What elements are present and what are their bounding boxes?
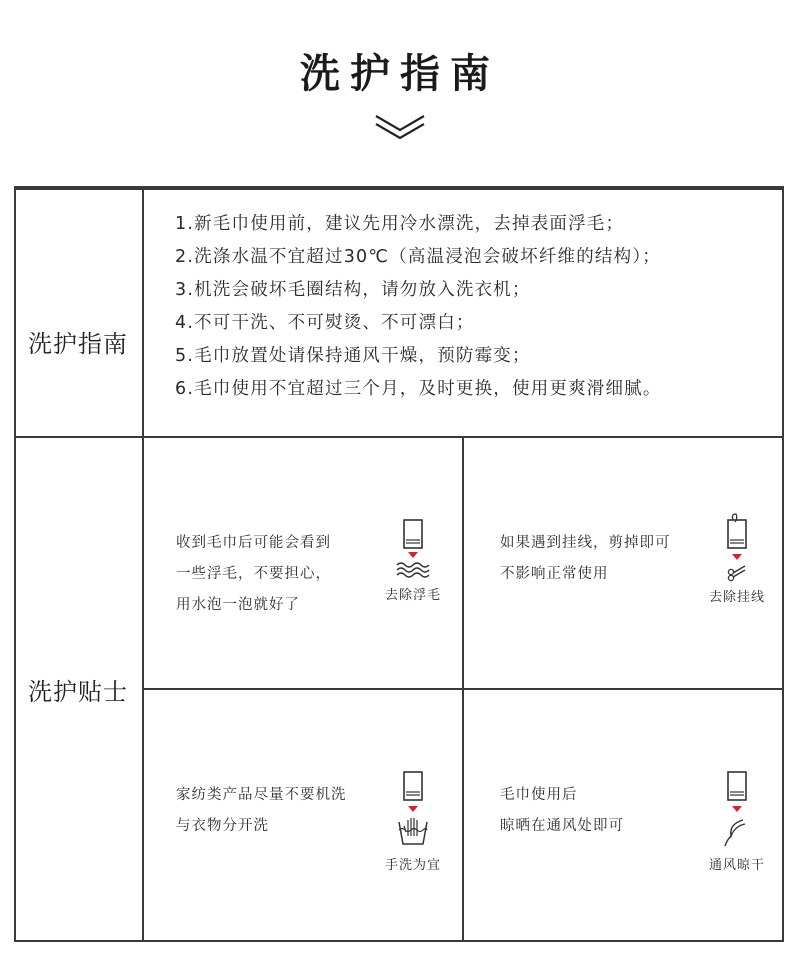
guide-item: 3.机洗会破坏毛圈结构，请勿放入洗衣机； xyxy=(175,280,531,300)
tip-line: 一些浮毛，不要担心， xyxy=(176,566,331,582)
towel-scissors-icon xyxy=(717,512,757,584)
tip-caption: 去除浮毛 xyxy=(384,588,441,603)
tips-mid-horizontal xyxy=(142,688,784,690)
tip-caption: 通风晾干 xyxy=(708,858,765,873)
tip-caption: 手洗为宜 xyxy=(384,858,441,873)
guide-row-label: 洗护指南 xyxy=(28,330,128,358)
tip-caption: 去除挂线 xyxy=(708,590,765,605)
row-divider xyxy=(14,436,784,438)
tip-line: 如果遇到挂线，剪掉即可 xyxy=(500,535,671,551)
towel-wind-icon xyxy=(717,770,757,852)
label-column-divider xyxy=(142,186,144,942)
guide-item: 1.新毛巾使用前，建议先用冷水漂洗，去掉表面浮毛； xyxy=(175,214,625,234)
table-left-border xyxy=(14,186,16,942)
tip-line: 毛巾使用后 xyxy=(500,787,578,803)
page-title: 洗护指南 xyxy=(300,50,500,97)
tip-icon-group xyxy=(378,518,448,603)
guide-item: 2.洗涤水温不宜超过30℃（高温浸泡会破坏纤维的结构）； xyxy=(175,247,661,267)
tip-text xyxy=(500,780,624,842)
table-top-border xyxy=(14,186,784,190)
guide-item: 4.不可干洗、不可熨烫、不可漂白； xyxy=(175,313,475,333)
tips-row-label: 洗护贴士 xyxy=(28,678,128,706)
tip-text xyxy=(500,528,671,590)
tip-icon-group xyxy=(702,770,772,873)
towel-handwash-icon xyxy=(393,770,433,852)
guide-item: 5.毛巾放置处请保持通风干燥，预防霉变； xyxy=(175,346,531,366)
table-bottom-border xyxy=(14,940,784,942)
towel-waves-icon xyxy=(393,518,433,582)
tip-text xyxy=(176,528,331,621)
tip-line: 用水泡一泡就好了 xyxy=(176,597,300,613)
tip-line: 晾晒在通风处即可 xyxy=(500,818,624,834)
tip-line: 家纺类产品尽量不要机洗 xyxy=(176,787,347,803)
tip-icon-group xyxy=(378,770,448,873)
tip-line: 不影响正常使用 xyxy=(500,566,609,582)
guide-list xyxy=(175,208,662,406)
table-right-border xyxy=(782,186,784,942)
chevron-down-icon xyxy=(372,110,428,142)
tip-line: 与衣物分开洗 xyxy=(176,818,269,834)
tip-line: 收到毛巾后可能会看到 xyxy=(176,535,331,551)
guide-item: 6.毛巾使用不宜超过三个月，及时更换，使用更爽滑细腻。 xyxy=(175,379,662,399)
tip-icon-group xyxy=(702,512,772,605)
tip-text xyxy=(176,780,347,842)
